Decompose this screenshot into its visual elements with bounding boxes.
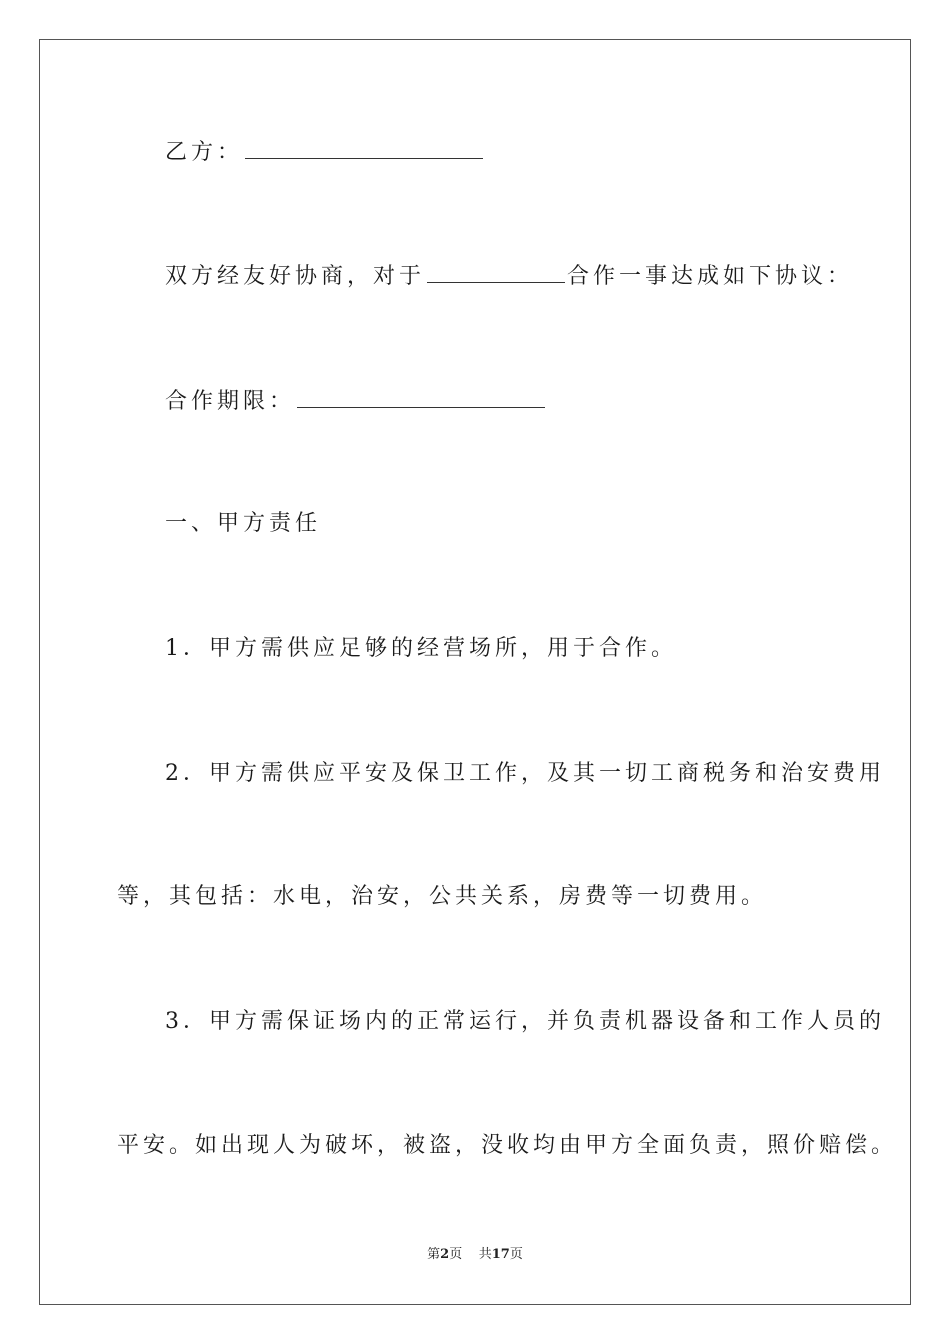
party-b-blank [245, 136, 483, 159]
party-b-label: 乙方： [165, 140, 244, 165]
page-suffix: 页 [449, 1247, 463, 1262]
agreement-intro-text-after: 合作一事达成如下协议： [567, 264, 854, 289]
page-border [39, 39, 911, 1305]
agreement-intro-line [165, 260, 853, 292]
paragraph-item-2-line-1: 2．甲方需供应平安及保卫工作，及其一切工商税务和治安费用 [165, 761, 885, 786]
total-pages: 17 [491, 1247, 510, 1262]
party-b-line [165, 136, 485, 168]
total-suffix: 页 [509, 1247, 523, 1262]
paragraph-item-2-line-2: 等，其包括：水电，治安，公共关系，房费等一切费用。 [117, 884, 768, 909]
page-prefix: 第 [427, 1247, 441, 1262]
paragraph-item-3-line-2: 平安。如出现人为破坏，被盗，没收均由甲方全面负责，照价赔偿。 [117, 1133, 898, 1158]
agreement-intro-text-before: 双方经友好协商，对于 [165, 264, 426, 289]
section-heading: 一、甲方责任 [165, 511, 322, 536]
cooperation-subject-blank [427, 260, 565, 283]
total-prefix: 共 [478, 1247, 492, 1262]
page-number: 2 [440, 1247, 450, 1262]
cooperation-period-blank [297, 385, 545, 408]
cooperation-period-line [165, 385, 547, 417]
paragraph-item-1: 1．甲方需供应足够的经营场所，用于合作。 [165, 636, 677, 661]
paragraph-item-3-line-1: 3．甲方需保证场内的正常运行，并负责机器设备和工作人员的 [165, 1009, 885, 1034]
cooperation-period-label: 合作期限： [165, 389, 296, 414]
page-footer [0, 1246, 950, 1264]
